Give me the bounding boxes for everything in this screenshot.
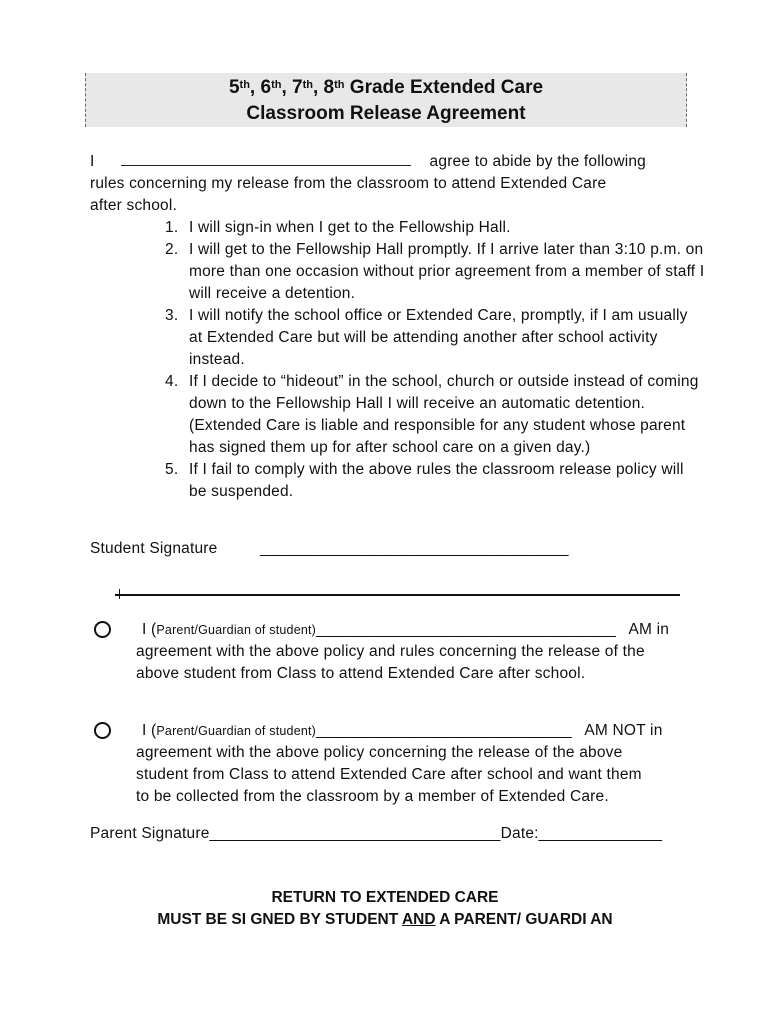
date-field[interactable]: ______________ — [538, 825, 663, 842]
footer-line-1: RETURN TO EXTENDED CARE — [271, 889, 499, 906]
agree-option: I (Parent/Guardian of student)__________________________________ AM in agreement with the above policy and rules concerning the release of the above student from Class to attend Extended Care after school. — [136, 621, 670, 682]
rule-item: 4. If I decide to “hideout” in the school, church or outside instead of coming down to the Fellowship Hall I will receive an automatic detention. (Extended Care is liable and responsible for any student whose parent has signed them up for after school care on a given day.) — [165, 373, 699, 456]
rule-item: 3. I will notify the school office or Extended Care, promptly, if I am usually at Extended Care but will be attending another after school activity instead. — [165, 307, 688, 368]
student-signature-row — [90, 538, 569, 560]
grade-7: 7 — [292, 77, 303, 98]
disagree-radio[interactable] — [94, 722, 111, 739]
agree-guardian-name-field[interactable]: __________________________________ — [316, 621, 616, 638]
parent-signature-row — [90, 823, 662, 845]
title-line-1: 5th, 6th, 7th, 8th Grade Extended Care — [228, 77, 544, 98]
footer-line-2: MUST BE SI GNED BY STUDENT AND A PARENT/ GUARDI AN — [157, 911, 613, 928]
rules-list — [165, 217, 705, 503]
disagree-guardian-name-field[interactable]: _____________________________ — [316, 722, 572, 739]
rule-item: 5. If I fail to comply with the above rules the classroom release policy will be suspended. — [165, 461, 684, 500]
agree-radio[interactable] — [94, 621, 111, 638]
disagree-option: I (Parent/Guardian of student)_____________________________ AM NOT in agreement with the above policy concerning the release of the above student from Class to attend Extended Care after school and want them to be collected from the classroom by a member of Extended Care. — [136, 722, 663, 805]
parent-signature-field[interactable]: _________________________________ — [209, 825, 501, 842]
title-line-2: Classroom Release Agreement — [246, 103, 526, 124]
student-name-field[interactable] — [121, 151, 411, 166]
grade-6: 6 — [260, 77, 272, 98]
grade-5: 5 — [228, 77, 240, 98]
section-divider — [115, 594, 680, 596]
date-label: Date: — [500, 825, 539, 842]
grade-8: 8 — [323, 77, 335, 98]
document-title — [85, 73, 687, 127]
student-signature-field[interactable]: ___________________________________ — [260, 540, 569, 557]
rule-item: 2. I will get to the Fellowship Hall promptly. If I arrive later than 3:10 p.m. on more than one occasion without prior agreement from a member of staff I will receive a detention. — [165, 241, 705, 302]
rule-item: 1. I will sign-in when I get to the Fellowship Hall. — [165, 219, 511, 236]
parent-signature-label: Parent Signature — [90, 825, 210, 842]
student-signature-label: Student Signature — [90, 540, 218, 557]
intro-paragraph: I agree to abide by the following rules concerning my release from the classroom to attend Extended Care after school. — [90, 153, 647, 214]
divider-tick — [119, 589, 120, 599]
footer-instructions — [0, 887, 770, 931]
